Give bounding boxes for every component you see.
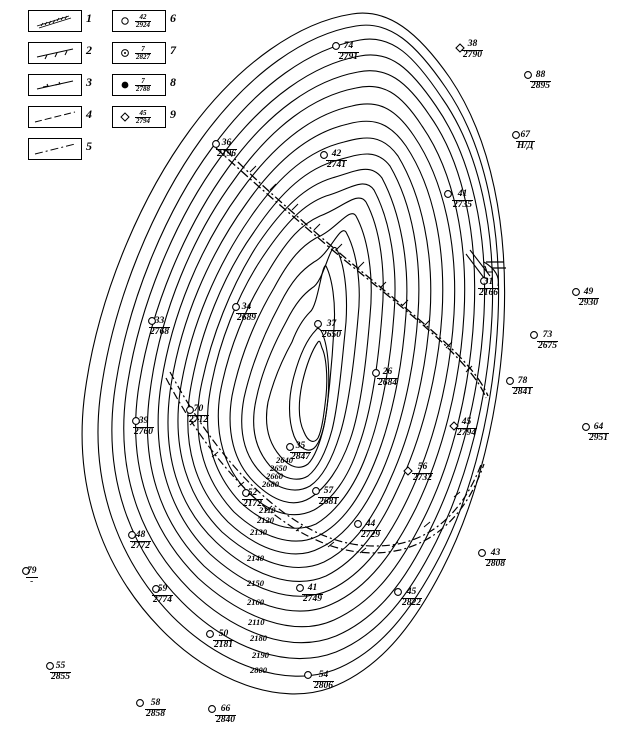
legend-number-2: 2 (86, 43, 92, 57)
well-label-w38[interactable] (462, 40, 483, 60)
well-label-w33[interactable] (149, 317, 170, 337)
well-depth: 2930 (579, 297, 598, 308)
well-label-w56[interactable] (412, 463, 433, 483)
well-label-w34[interactable] (236, 303, 257, 323)
isoline-label: 2120 (257, 515, 274, 525)
isoline-label: 2680 (262, 479, 279, 489)
well-number: 45 (456, 418, 477, 429)
legend-number-4: 4 (86, 107, 92, 121)
isoline-label: 2660 (266, 471, 283, 481)
well-depth: 2951 (589, 432, 608, 443)
legend-number-9: 9 (170, 107, 176, 121)
well-number: 55 (50, 662, 71, 673)
isoline-label: 2800 (250, 665, 267, 675)
well-depth: 2749 (303, 593, 322, 604)
well-number: 52 (242, 489, 263, 500)
well-depth: 2774 (153, 594, 172, 605)
well-label-w88[interactable] (530, 71, 551, 91)
well-number: 36 (216, 139, 237, 150)
well-number: 48 (130, 531, 151, 542)
legend-9-top: 45 (135, 110, 151, 118)
well-label-w64[interactable] (588, 423, 609, 443)
well-depth: 2735 (453, 199, 472, 210)
legend-number-3: 3 (86, 75, 92, 89)
isoline-label: 2130 (250, 527, 267, 537)
well-depth: 2760 (134, 426, 153, 437)
well-depth: 2768 (150, 326, 169, 337)
legend (28, 10, 188, 200)
well-number: 88 (530, 71, 551, 82)
legend-symbol-filled-circle-well (112, 74, 166, 96)
well-number: 78 (512, 377, 533, 388)
well-depth: 2847 (291, 451, 310, 462)
well-number: 45 (401, 588, 422, 599)
well-depth: 2791 (339, 51, 358, 62)
well-label-w45b[interactable] (401, 588, 422, 608)
fault-line-secondary (166, 372, 484, 553)
well-depth: - (30, 576, 34, 587)
well-number: 26 (377, 368, 398, 379)
legend-symbol-line-with-ticks (28, 42, 82, 64)
well-depth: 2806 (314, 680, 333, 691)
well-number: 58 (145, 699, 166, 710)
well-depth: 2741 (327, 159, 346, 170)
well-depth: 2790 (463, 49, 482, 60)
legend-8-top: 7 (135, 78, 151, 86)
well-number: 64 (588, 423, 609, 434)
well-label-w41b[interactable] (302, 584, 323, 604)
isoline-label: 2190 (252, 650, 269, 660)
legend-7-bot: 2827 (136, 53, 150, 61)
well-number: 34 (236, 303, 257, 314)
well-number: 49 (578, 288, 599, 299)
isoline-label: 2650 (270, 463, 287, 473)
well-number: 59 (152, 585, 173, 596)
well-number: 70 (188, 405, 209, 416)
well-depth: 2841 (513, 386, 532, 397)
legend-number-6: 6 (170, 11, 176, 25)
well-label-w59[interactable] (152, 585, 173, 605)
legend-number-7: 7 (170, 43, 176, 57)
well-number: 39 (133, 417, 154, 428)
well-depth: 2196 (217, 148, 236, 159)
legend-number-8: 8 (170, 75, 176, 89)
well-depth: 2808 (486, 558, 505, 569)
well-label-w48[interactable] (130, 531, 151, 551)
well-number: 54 (313, 671, 334, 682)
well-number: 35 (290, 442, 311, 453)
well-depth: 2675 (538, 340, 557, 351)
well-depth: 2772 (131, 540, 150, 551)
legend-9-bot: 2794 (136, 117, 150, 125)
well-depth: 2166 (479, 287, 498, 298)
well-number: 42 (326, 150, 347, 161)
well-number: 37 (321, 320, 342, 331)
well-label-w31[interactable] (478, 278, 499, 298)
well-label-w37[interactable] (321, 320, 342, 340)
well-label-w49[interactable] (578, 288, 599, 308)
well-label-w44[interactable] (360, 520, 381, 540)
well-label-w45[interactable] (456, 418, 477, 438)
well-number: 74 (338, 42, 359, 53)
well-label-w54[interactable] (313, 671, 334, 691)
well-depth: 2822 (402, 597, 421, 608)
well-number: 66 (215, 705, 236, 716)
well-label-w66[interactable] (215, 705, 236, 725)
legend-symbol-diamond-well (112, 106, 166, 128)
isoline-label: 2110 (259, 505, 276, 515)
well-number: 43 (485, 549, 506, 560)
isoline-label: 2110 (248, 617, 265, 627)
well-label-w50[interactable] (213, 630, 234, 650)
well-depth: 2681 (319, 496, 338, 507)
well-label-w39[interactable] (133, 417, 154, 437)
legend-7-top: 7 (135, 46, 151, 54)
well-number: 41 (302, 584, 323, 595)
well-depth: 2855 (51, 671, 70, 682)
well-number: 33 (149, 317, 170, 328)
well-number: 50 (213, 630, 234, 641)
well-label-w42[interactable] (326, 150, 347, 170)
legend-symbol-dash-dot-line (28, 138, 82, 160)
well-depth: 2172 (243, 498, 262, 509)
well-label-w78[interactable] (512, 377, 533, 397)
well-depth: 2684 (378, 377, 397, 388)
legend-symbol-arrow-line (28, 74, 82, 96)
legend-symbol-hatched-band (28, 10, 82, 32)
well-label-w43[interactable] (485, 549, 506, 569)
well-depth: 2858 (146, 708, 165, 719)
legend-symbol-dashed-line (28, 106, 82, 128)
legend-8-bot: 2788 (136, 85, 150, 93)
well-label-w73[interactable] (537, 331, 558, 351)
well-depth: 2732 (413, 472, 432, 483)
legend-number-1: 1 (86, 11, 92, 25)
well-label-w26[interactable] (377, 368, 398, 388)
well-label-w36[interactable] (216, 139, 237, 159)
well-number: 79 (27, 566, 37, 576)
well-label-w67[interactable] (516, 131, 535, 151)
isoline-label: 2150 (247, 578, 264, 588)
well-label-w79[interactable] (26, 567, 38, 587)
well-depth: 2729 (361, 529, 380, 540)
well-label-w57[interactable] (318, 487, 339, 507)
legend-number-5: 5 (86, 139, 92, 153)
well-label-w41[interactable] (452, 190, 473, 210)
well-depth: Н/Д (517, 140, 534, 151)
well-number: 31 (478, 278, 499, 289)
isoline-label: 2160 (247, 597, 264, 607)
well-depth: 2181 (214, 639, 233, 650)
fault-line-main (216, 148, 488, 398)
well-number: 67 (516, 131, 535, 142)
well-number: 73 (537, 331, 558, 342)
well-depth: 2712 (189, 414, 208, 425)
legend-6-top: 42 (135, 14, 151, 22)
legend-symbol-open-circle-well (112, 42, 166, 64)
legend-symbol-circle-well (112, 10, 166, 32)
well-number: 56 (412, 463, 433, 474)
well-label-w55[interactable] (50, 662, 71, 682)
well-depth: 2650 (322, 329, 341, 340)
isoline-label: 2140 (247, 553, 264, 563)
well-depth: 2794 (457, 427, 476, 438)
well-label-w58[interactable] (145, 699, 166, 719)
well-symbols-diamond (404, 44, 464, 475)
isoline-label: 2180 (250, 633, 267, 643)
well-number: 41 (452, 190, 473, 201)
well-depth: 2689 (237, 312, 256, 323)
well-label-w35[interactable] (290, 442, 311, 462)
well-number: 57 (318, 487, 339, 498)
legend-6-bot: 2924 (136, 21, 150, 29)
well-number: 38 (462, 40, 483, 51)
well-number: 44 (360, 520, 381, 531)
well-label-w74[interactable] (338, 42, 359, 62)
well-depth: 2840 (216, 714, 235, 725)
well-label-w70[interactable] (188, 405, 209, 425)
well-depth: 2895 (531, 80, 550, 91)
isoline-label: 2640 (276, 455, 293, 465)
